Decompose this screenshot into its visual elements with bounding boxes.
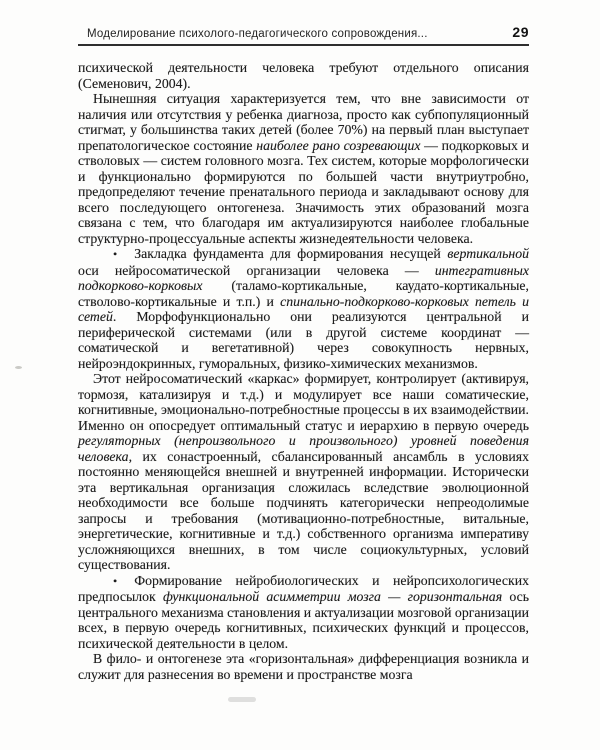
paragraph (78, 371, 529, 573)
body-text-segment: ось центрального механизма становления и актуализации мозговой организации всех, в первую очередь когнитивных, психических функций и процессов, психической деятельности в целом. (78, 589, 529, 651)
paragraph (78, 91, 529, 246)
body-text-segment: Формирование нейробиологических и нейропсихологических предпосылок (78, 572, 529, 604)
bullet-marker: • (113, 573, 118, 588)
body-text-segment: — подкорковых и стволовых — систем головного мозга. Тех систем, которые морфологически и функционально формируются по большей части внутриутробно, предопределяют течение пренатального периода и закладывают основу для всего последующего онтогенеза. Значимость этих образований мозга связана с тем, что благодаря им актуализируются наиболее глобальные структурно-процессуальные аспекты жизнедеятельности человека. (78, 137, 529, 246)
body-text-segment: , их сонастроенный, сбалансированный ансамбль в условиях постоянно меняющейся внешней и внутренней информации. Исторически эта вертикальная организация сложилась вследствие эволюционной необходимости все больше подчинять категорически непреодолимые запросы и требования (мотивационно-потребностные, витальные, энергетические, когнитивные и т.д.) собственного организма императиву усложняющихся внешних, в том числе социокультурных, условий существования. (78, 448, 529, 572)
bullet-marker: • (113, 247, 118, 261)
body-text-segment: Закладка фундамента для формирования несущей (134, 246, 448, 261)
emphasis-text: регуляторных (непроизвольного и произвольного) уровней поведения человека (78, 433, 529, 464)
paragraph (78, 60, 529, 91)
paragraph (78, 651, 529, 682)
scan-speckle (228, 697, 256, 702)
page-body (78, 60, 529, 682)
paragraph (78, 246, 529, 371)
emphasis-text: наиболее рано созревающих (256, 137, 421, 153)
header-rule (78, 44, 529, 46)
body-text-segment: Этот нейросоматический «каркас» формирует, контролирует (активируя, тормозя, катализируя и т.д.) и модулирует все наши соматические, когнитивные, эмоционально-потребностные процессы в их взаимодействии. Именно он опосредует оптимальный статус и иерархию в первую очередь (78, 371, 529, 433)
body-text-segment: . Морфофункционально они реализуются центральной и периферической системами (или в другой системе координат — соматической и вегетативной) через совокупность нервных, нейроэндокринных, гуморальных, физико-химических механизмов. (78, 309, 529, 371)
paragraph (78, 573, 529, 652)
running-header (78, 24, 529, 40)
body-text-segment: Нынешняя ситуация характеризуется тем, что вне зависимости от наличия или отсутствия у ребенка диагноза, просто как субпопуляционный стигмат, у большинства таких детей (более 70%) на первый план выступает препатологическое состояние (78, 91, 529, 153)
running-title: Моделирование психолого-педагогического сопровождения... (87, 28, 428, 40)
emphasis-text: спинально-подкорково-корковых петель и сетей (78, 293, 529, 324)
body-text-segment: (таламо-кортикальные, каудато-кортикальные, стволово-кортикальные и т.п.) и (78, 278, 529, 309)
body-text-segment: психической деятельности человека требуют отдельного описания (Семенович, 2004). (78, 60, 529, 91)
body-text-segment: оси нейросоматической организации человека — (78, 262, 435, 278)
emphasis-text: функциональной асимметрии мозга — горизонтальная (162, 589, 503, 604)
page-number: 29 (512, 24, 529, 40)
emphasis-text: вертикальной (447, 246, 529, 261)
scan-speckle (15, 366, 22, 369)
emphasis-text: интегративных подкорково-корковых (78, 262, 529, 293)
body-text-segment: В фило- и онтогенезе эта «горизонтальная» дифференциация возникла и служит для разнесения во времени и пространстве мозга (78, 651, 529, 682)
